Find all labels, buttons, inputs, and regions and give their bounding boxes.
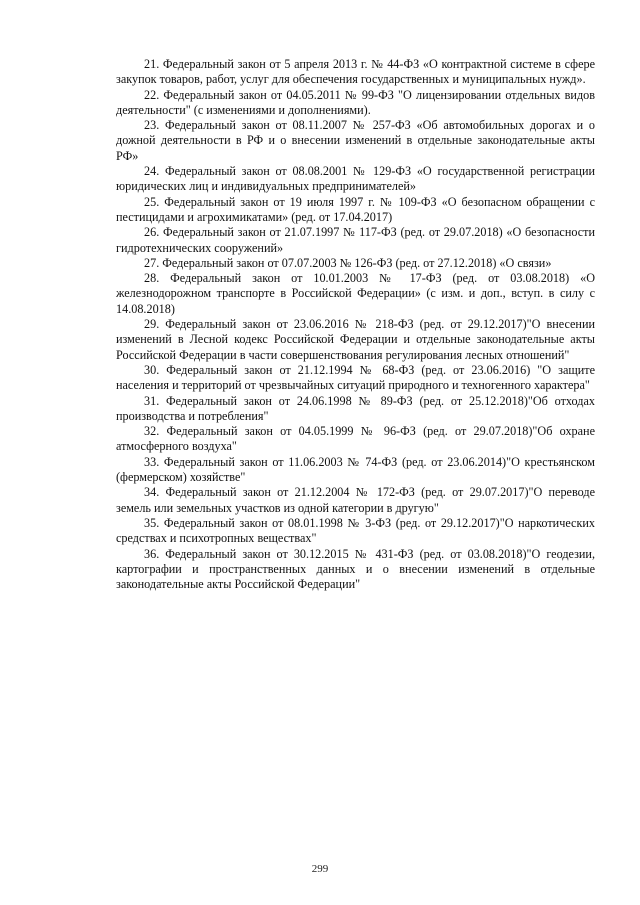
list-item: 22. Федеральный закон от 04.05.2011 № 99-ФЗ "О лицензировании отдельных видов деятельности" (с изменениями и дополнениями). bbox=[116, 87, 595, 117]
list-item: 35. Федеральный закон от 08.01.1998 № 3-ФЗ (ред. от 29.12.2017)"О наркотических средствах и психотропных веществах" bbox=[116, 515, 595, 546]
law-reference-list bbox=[116, 57, 595, 592]
list-item: 21. Федеральный закон от 5 апреля 2013 г. № 44-ФЗ «О контрактной системе в сфере закупок товаров, работ, услуг для обеспечения государственных и муниципальных нужд». bbox=[116, 57, 595, 87]
list-item: 23. Федеральный закон от 08.11.2007 № 257-ФЗ «Об автомобильных дорогах и о дожной деятельности в РФ и о внесении изменений в отдельные законодательные акты РФ» bbox=[116, 118, 595, 163]
list-item: 25. Федеральный закон от 19 июля 1997 г. № 109-ФЗ «О безопасном обращении с пестицидами и агрохимикатами» (ред. от 17.04.2017) bbox=[116, 194, 595, 224]
list-item: 33. Федеральный закон от 11.06.2003 № 74-ФЗ (ред. от 23.06.2014)"О крестьянском (фермерском) хозяйстве" bbox=[116, 454, 595, 485]
list-item: 27. Федеральный закон от 07.07.2003 № 126-ФЗ (ред. от 27.12.2018) «О связи» bbox=[144, 255, 552, 270]
page-number: 299 bbox=[311, 863, 329, 875]
list-item: 32. Федеральный закон от 04.05.1999 № 96-ФЗ (ред. от 29.07.2018)"Об охране атмосферного воздуха" bbox=[116, 424, 595, 454]
list-item: 34. Федеральный закон от 21.12.2004 № 172-ФЗ (ред. от 29.07.2017)"О переводе земель или земельных участков из одной категории в другую" bbox=[116, 485, 595, 515]
list-item: 29. Федеральный закон от 23.06.2016 № 218-ФЗ (ред. от 29.12.2017)"О внесении изменений в Лесной кодекс Российской Федерации и отдельные законодательные акты Российской Федерации в части совершенствования регулирования лесных отношений" bbox=[116, 317, 595, 362]
list-item: 26. Федеральный закон от 21.07.1997 № 117-ФЗ (ред. от 29.07.2018) «О безопасности гидротехнических сооружений» bbox=[116, 225, 595, 255]
list-item: 31. Федеральный закон от 24.06.1998 № 89-ФЗ (ред. от 25.12.2018)"Об отходах производства и потребления" bbox=[116, 393, 595, 423]
list-item: 28. Федеральный закон от 10.01.2003 № 17-ФЗ (ред. от 03.08.2018) «О железнодорожном транспорте в Российской Федерации» (с изм. и доп., вступ. в силу с 14.08.2018) bbox=[116, 271, 595, 316]
list-item: 30. Федеральный закон от 21.12.1994 № 68-ФЗ (ред. от 23.06.2016) "О защите населения и территорий от чрезвычайных ситуаций природного и техногенного характера" bbox=[116, 362, 595, 393]
list-item: 36. Федеральный закон от 30.12.2015 № 431-ФЗ (ред. от 03.08.2018)"О геодезии, картографии и пространственных данных и о внесении изменений в отдельные законодательные акты Российской Федерации" bbox=[116, 546, 595, 592]
list-item: 24. Федеральный закон от 08.08.2001 № 129-ФЗ «О государственной регистрации юридических лиц и индивидуальных предпринимателей» bbox=[116, 164, 595, 194]
